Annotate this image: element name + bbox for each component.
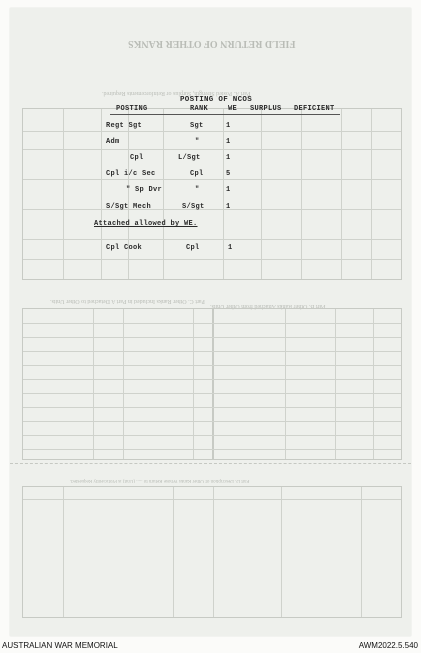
form-title-upside-down: FIELD RETURN OF OTHER RANKS [128, 38, 296, 49]
row-1-we: 1 [226, 122, 231, 130]
col-surplus: SURPLUS [250, 105, 282, 113]
attached-row-1-rank: Cpl [186, 244, 200, 252]
col-deficient: DEFICIENT [294, 105, 335, 113]
row-1-rank: Sgt [190, 122, 204, 130]
col-posting: POSTING [116, 105, 148, 113]
part-a-grid [22, 108, 402, 280]
col-we: WE [228, 105, 238, 113]
row-2-rank: " [195, 138, 200, 146]
row-4-we: 5 [226, 170, 231, 178]
row-5-posting: " Sp Dvr [126, 186, 163, 194]
row-5-we: 1 [226, 186, 231, 194]
row-3-rank: L/Sgt [178, 154, 201, 162]
fold-line [10, 463, 411, 464]
part-b-c-grid [22, 308, 402, 460]
form-part-c-upside-down: Part C. Other Ranks Included in Part A Detached to Other Units. [50, 298, 205, 304]
row-2-we: 1 [226, 138, 231, 146]
typed-heading: POSTING OF NCOS [180, 96, 253, 104]
row-4-posting: Cpl i/c Sec [106, 170, 156, 178]
header-underline [110, 114, 340, 115]
attached-row-1-we: 1 [228, 244, 233, 252]
row-1-posting: Regt Sgt [106, 122, 143, 130]
col-rank: RANK [190, 105, 209, 113]
row-2-posting: Adm [106, 138, 120, 146]
row-6-rank: S/Sgt [182, 203, 205, 211]
row-6-we: 1 [226, 203, 231, 211]
row-3-we: 1 [226, 154, 231, 162]
footer-accession-number: AWM2022.5.540 [358, 641, 418, 650]
form-part-d-upside-down: Part D. Description of Other Ranks Whose Return to ..... (Unit) is Proficiently Requested. [70, 478, 250, 483]
form-part-b-upside-down: Part B. Other Ranks Attached from Other Units. [210, 303, 326, 309]
form-part-a-upside-down: Part A. Posted Strength, Surplus or Reinforcements Required. [102, 90, 251, 96]
row-5-rank: " [195, 186, 200, 194]
footer-institution: AUSTRALIAN WAR MEMORIAL [2, 641, 118, 650]
attached-heading: Attached allowed by WE. [94, 220, 198, 228]
part-d-grid [22, 486, 402, 618]
row-3-posting: Cpl [130, 154, 144, 162]
row-4-rank: Cpl [190, 170, 204, 178]
row-6-posting: S/Sgt Mech [106, 203, 152, 211]
attached-row-1-posting: Cpl Cook [106, 244, 143, 252]
form-sheet [10, 8, 411, 636]
